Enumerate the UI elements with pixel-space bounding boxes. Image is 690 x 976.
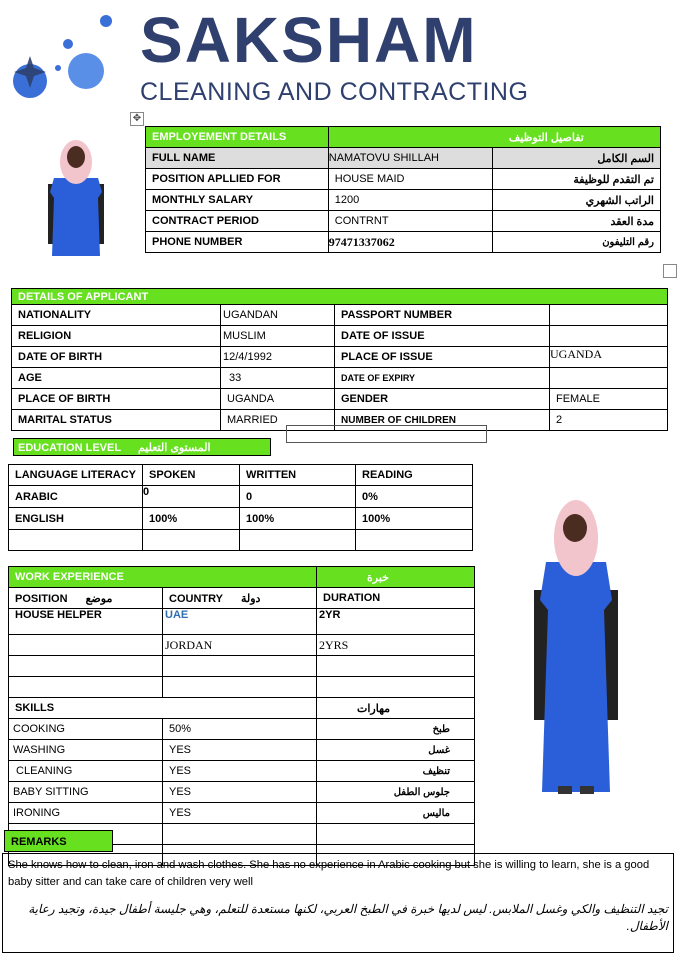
checkbox[interactable] [663, 264, 677, 278]
phone-ar: رقم التليفون [493, 232, 661, 253]
employment-table [145, 126, 661, 253]
full-name-value: NAMATOVU SHILLAH [328, 148, 493, 169]
issue-place-label: PLACE OF ISSUE [335, 347, 550, 368]
skill-cleaning-ar: تنظيف [317, 761, 475, 782]
work-country-2: JORDAN [163, 635, 317, 656]
religion-label: RELIGION [12, 326, 221, 347]
issue-date-label: DATE OF ISSUE [335, 326, 550, 347]
expiry-label: DATE OF EXPIRY [335, 368, 550, 389]
contract-ar: مدة العقد [493, 211, 661, 232]
logo-mark-icon [8, 6, 143, 106]
marital-value: MARRIED [221, 410, 335, 431]
applicant-photo-large [528, 500, 624, 796]
phone-label: PHONE NUMBER [146, 232, 329, 253]
skill-cooking-value: 50% [163, 719, 317, 740]
education-table [8, 464, 473, 551]
salary-ar: الراتب الشهري [493, 190, 661, 211]
skill-cleaning-value: YES [163, 761, 317, 782]
work-empty-cell [9, 677, 163, 698]
remarks-text-en: She knows how to clean, iron and wash clothes. She has no experience in Arabic cooking but she is willing to learn, she is a good baby sitter and can take care of children very well [8, 859, 650, 888]
contract-value: CONTRNT [328, 211, 493, 232]
nationality-label: NATIONALITY [12, 305, 221, 326]
edu-header-written: WRITTEN [240, 465, 356, 486]
skill-ironing-ar: ماليس [317, 803, 475, 824]
remarks-text-ar: تجيد التنظيف والكي وغسل الملابس. ليس لديها خبرة في الطبخ العربي، لكنها مستعدة للتعلم، وهي جليسة أطفال جيدة، وتجيد رعاية الأطفال. [28, 902, 668, 933]
applicant-table [11, 288, 668, 431]
edu-arabic-written: 0 [240, 486, 356, 508]
brand-name: SAKSHAM [140, 4, 478, 76]
edu-english-spoken: 100% [143, 508, 240, 530]
work-duration-1: 2YR [317, 609, 475, 635]
passport-label: PASSPORT NUMBER [335, 305, 550, 326]
brand-tagline: CLEANING AND CONTRACTING [140, 78, 529, 106]
expiry-value [550, 368, 668, 389]
applicant-title: DETAILS OF APPLICANT [12, 289, 668, 305]
skill-ironing: IRONING [9, 803, 163, 824]
skill-empty-cell [317, 824, 475, 845]
dob-label: DATE OF BIRTH [12, 347, 221, 368]
skill-washing: WASHING [9, 740, 163, 761]
col-position-label: POSITION [15, 592, 68, 605]
gender-label: GENDER [335, 389, 550, 410]
position-ar: تم التقدم للوظيفة [493, 169, 661, 190]
edu-arabic: ARABIC [9, 486, 143, 508]
children-value: 2 [550, 410, 668, 431]
remarks-title: REMARKS [4, 830, 113, 852]
full-name-ar: السم الكامل [493, 148, 661, 169]
education-title-en: EDUCATION LEVEL [18, 442, 121, 454]
edu-empty-cell [240, 530, 356, 551]
edu-english-written: 100% [240, 508, 356, 530]
col-country [163, 588, 317, 609]
skills-title: SKILLS [9, 698, 317, 719]
skills-title-ar: مهارات [317, 698, 475, 719]
work-position-1: HOUSE HELPER [9, 609, 163, 635]
gender-value: FEMALE [550, 389, 668, 410]
issue-date-value [550, 326, 668, 347]
empty-box [286, 425, 487, 443]
edu-header-language: LANGUAGE LITERACY [9, 465, 143, 486]
edu-empty-cell [356, 530, 473, 551]
skill-washing-value: YES [163, 740, 317, 761]
col-country-label: COUNTRY [169, 592, 223, 605]
skill-ironing-value: YES [163, 803, 317, 824]
position-label: POSITION APLLIED FOR [146, 169, 329, 190]
edu-english-reading: 100% [356, 508, 473, 530]
contract-label: CONTRACT PERIOD [146, 211, 329, 232]
applicant-photo-small [40, 132, 112, 258]
position-value: HOUSE MAID [328, 169, 493, 190]
edu-empty-cell [9, 530, 143, 551]
dob-value: 12/4/1992 [221, 347, 335, 368]
skill-cooking: COOKING [9, 719, 163, 740]
skill-babysitting-ar: جلوس الطفل [317, 782, 475, 803]
col-duration: DURATION [317, 588, 475, 609]
edu-arabic-spoken: 0 [143, 486, 240, 508]
edu-header-spoken: SPOKEN [143, 465, 240, 486]
skill-empty-cell [163, 824, 317, 845]
work-title-ar: خبرة [317, 567, 475, 588]
work-empty-cell [163, 656, 317, 677]
skill-babysitting: BABY SITTING [9, 782, 163, 803]
children-label: NUMBER OF CHILDREN [335, 410, 550, 431]
work-duration-2: 2YRS [317, 635, 475, 656]
phone-value: 97471337062 [328, 232, 493, 253]
age-label: AGE [12, 368, 221, 389]
remarks-box [2, 853, 674, 953]
marital-label: MARITAL STATUS [12, 410, 221, 431]
edu-header-reading: READING [356, 465, 473, 486]
salary-label: MONTHLY SALARY [146, 190, 329, 211]
religion-value: MUSLIM [221, 326, 335, 347]
work-position-2 [9, 635, 163, 656]
birthplace-value: UGANDA [221, 389, 335, 410]
education-title-ar: المستوى التعليم [137, 442, 211, 454]
work-empty-cell [9, 656, 163, 677]
age-value: 33 [221, 368, 335, 389]
work-table [8, 566, 475, 866]
employment-title-ar: تفاصيل التوظيف [328, 127, 660, 148]
education-title [13, 438, 271, 456]
skill-washing-ar: غسل [317, 740, 475, 761]
work-empty-cell [317, 677, 475, 698]
work-empty-cell [163, 677, 317, 698]
full-name-label: FULL NAME [146, 148, 329, 169]
work-title: WORK EXPERIENCE [9, 567, 317, 588]
logo [8, 6, 143, 106]
edu-empty-cell [143, 530, 240, 551]
salary-value: 1200 [328, 190, 493, 211]
col-position-ar: موضع [85, 592, 113, 605]
nationality-value: UGANDAN [221, 305, 335, 326]
skill-babysitting-value: YES [163, 782, 317, 803]
skill-cleaning: CLEANING [9, 761, 163, 782]
skill-cooking-ar: طبخ [317, 719, 475, 740]
passport-value [550, 305, 668, 326]
employment-title: EMPLOYEMENT DETAILS [146, 127, 329, 148]
birthplace-label: PLACE OF BIRTH [12, 389, 221, 410]
work-country-1: UAE [163, 609, 317, 635]
col-position [9, 588, 163, 609]
move-handle-icon[interactable]: ✥ [130, 112, 144, 126]
issue-place-value: UGANDA [550, 347, 668, 368]
col-country-ar: دولة [240, 592, 261, 605]
work-empty-cell [317, 656, 475, 677]
edu-english: ENGLISH [9, 508, 143, 530]
edu-arabic-reading: 0% [356, 486, 473, 508]
